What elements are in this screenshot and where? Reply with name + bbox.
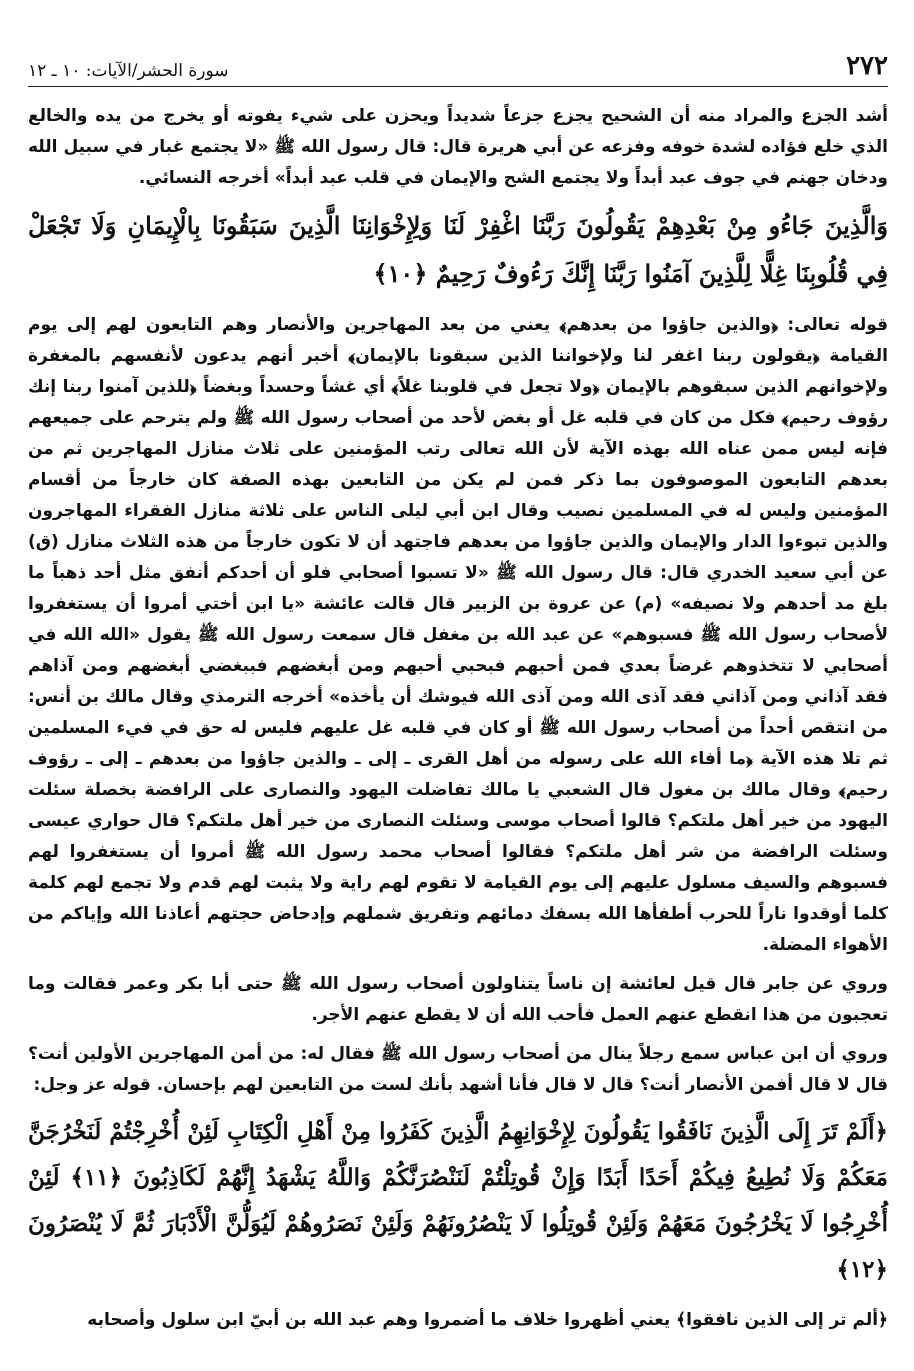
running-head: سورة الحشر/الآيات: ١٠ ـ ١٢ xyxy=(28,61,229,81)
commentary-paragraph: قوله تعالى: ﴿والذين جاؤوا من بعدهم﴾ يعني من بعد المهاجرين والأنصار وهم التابعون لهم إلى يوم القيامة ﴿يقولون ربنا اغفر لنا ولإخواننا الذين سبقونا بالإيمان﴾ أخبر أنهم يدعون لأنفسهم بالمغفرة ولإخوانهم الذين سبقوهم بالإيمان ﴿ولا تجعل في قلوبنا غلاً﴾ أي غشاً وحسداً وبغضاً ﴿للذين آمنوا ربنا إنك رؤوف رحيم﴾ فكل من كان في قلبه غل أو بغض لأحد من أصحاب رسول الله ﷺ ولم يترحم على جميعهم فإنه ليس ممن عناه الله بهذه الآية لأن الله تعالى رتب المؤمنين على ثلاث منازل المهاجرين ثم من بعدهم التابعون الموصوفون بما ذكر فمن لم يكن من التابعين بهذه الصفة كان خارجاً من أقسام المؤمنين وليس له في المسلمين نصيب وقال ابن أبي ليلى الناس على ثلاثة منازل الفقراء المهاجرون والذين تبوءوا الدار والإيمان والذين جاؤوا من بعدهم فاجتهد أن لا تكون خارجاً من هذه الثلاث منازل (ق) عن أبي سعيد الخدري قال: قال رسول الله ﷺ «لا تسبوا أصحابي فلو أن أحدكم أنفق مثل أحد ذهباً ما بلغ مد أحدهم ولا نصيفه» (م) عن عروة بن الزبير قال قالت عائشة «يا ابن أختي أمروا أن يستغفروا لأصحاب رسول الله ﷺ فسبوهم» عن عبد الله بن مغفل قال سمعت رسول الله ﷺ يقول «الله الله في أصحابي لا تتخذوهم غرضاً بعدي فمن أحبهم فبحبي أحبهم ومن أبغضهم فببغضي أبغضهم ومن آذاهم فقد آذاني ومن آذاني فقد آذى الله ومن آذى الله فيوشك أن يأخذه» أخرجه الترمذي وقال مالك بن أنس: من انتقص أحداً من أصحاب رسول الله ﷺ أو كان في قلبه غل عليهم فليس له حق في فيء المسلمين ثم تلا هذه الآية ﴿ما أفاء الله على رسوله من أهل القرى ـ إلى ـ والذين جاؤوا من بعدهم ـ إلى ـ رؤوف رحيم﴾ وقال مالك بن مغول قال الشعبي يا مالك تفاضلت اليهود والنصارى على الرافضة بخصلة سئلت اليهود من خير أهل ملتكم؟ قالوا أصحاب موسى وسئلت النصارى من خير أهل ملتكم؟ قال حواري عيسى وسئلت الرافضة من شر أهل ملتكم؟ فقالوا أصحاب محمد رسول الله ﷺ أمروا أن يستغفروا لهم فسبوهم والسيف مسلول عليهم إلى يوم القيامة لا تقوم لهم راية ولا يثبت لهم قدم ولا تجمع لهم كلمة كلما أوقدوا ناراً للحرب أطفأها الله بسفك دمائهم وتفريق شملهم وإدحاض حجتهم أعاذنا الله وإياكم من الأهواء المضلة. xyxy=(28,315,888,955)
commentary-paragraph: أشد الجزع والمراد منه أن الشحيح يجزع جزعاً شديداً ويحزن على شيء يفوته أو يخرج من يده والخالع الذي خلع فؤاده لشدة خوفه وفزعه عن أبي هريرة قال: قال رسول الله ﷺ «لا يجتمع غبار في سبيل الله ودخان جهنم في جوف عبد أبداً ولا يجتمع الشح والإيمان في قلب عبد أبداً» أخرجه النسائي. xyxy=(28,106,888,188)
commentary-paragraph: وروي أن ابن عباس سمع رجلاً ينال من أصحاب رسول الله ﷺ فقال له: من أمن المهاجرين الأولين أنت؟ قال لا قال أفمن الأنصار أنت؟ قال لا قال فأنا أشهد بأنك لست من التابعين لهم بإحسان. قوله عز وجل: xyxy=(28,1044,888,1095)
quran-verse: وَالَّذِينَ جَاءُو مِنْ بَعْدِهِمْ يَقُولُونَ رَبَّنَا اغْفِرْ لَنَا وَلِإِخْوَانِنَا الَّذِينَ سَبَقُونَا بِالْإِيمَانِ وَلَا تَجْعَلْ فِي قُلُوبِنَا غِلًّا لِلَّذِينَ آمَنُوا رَبَّنَا إِنَّكَ رَءُوفٌ رَحِيمٌ ﴿١٠﴾ xyxy=(28,211,888,288)
quran-verse: ﴿أَلَمْ تَرَ إِلَى الَّذِينَ نَافَقُوا يَقُولُونَ لِإِخْوَانِهِمُ الَّذِينَ كَفَرُوا مِنْ أَهْلِ الْكِتَابِ لَئِنْ أُخْرِجْتُمْ لَنَخْرُجَنَّ مَعَكُمْ وَلَا نُطِيعُ فِيكُمْ أَحَدًا أَبَدًا وَإِنْ قُوتِلْتُمْ لَنَنْصُرَنَّكُمْ وَاللَّهُ يَشْهَدُ إِنَّهُمْ لَكَاذِبُونَ ﴿١١﴾ لَئِنْ أُخْرِجُوا لَا يَخْرُجُونَ مَعَهُمْ وَلَئِنْ قُوتِلُوا لَا يَنْصُرُونَهُمْ وَلَئِنْ نَصَرُوهُمْ لَيُوَلُّنَّ الْأَدْبَارَ ثُمَّ لَا يُنْصَرُونَ ﴿١٢﴾ xyxy=(28,1118,888,1283)
document-page xyxy=(28,40,888,1350)
commentary-paragraph: وروي عن جابر قال قيل لعائشة إن ناساً يتناولون أصحاب رسول الله ﷺ حتى أبا بكر وعمر فقالت وما تعجبون من هذا انقطع عنهم العمل فأحب الله أن لا يقطع عنهم الأجر. xyxy=(28,974,888,1025)
page-body xyxy=(28,87,888,1336)
page-number: ٢٧٢ xyxy=(846,51,888,81)
page-header xyxy=(28,40,888,87)
commentary-paragraph: ﴿ألم تر إلى الذين نافقوا﴾ يعني أظهروا خلاف ما أضمروا وهم عبد الله بن أبيّ ابن سلول وأصحابه xyxy=(87,1310,888,1330)
